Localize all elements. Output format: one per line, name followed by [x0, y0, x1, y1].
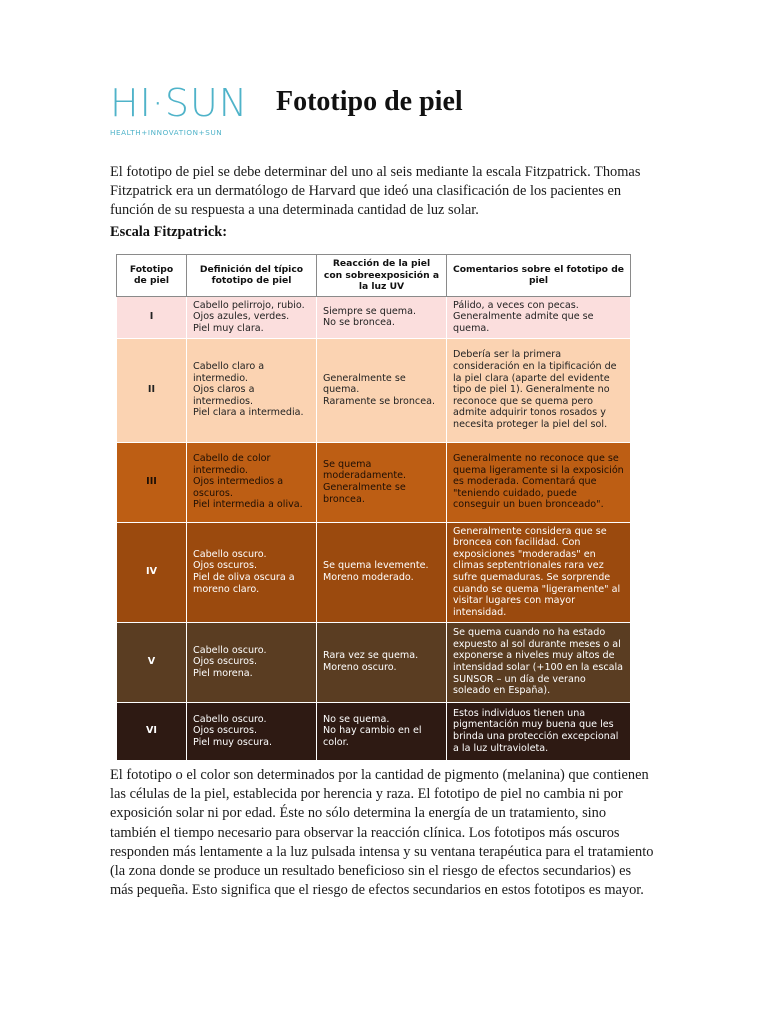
hisun-logo: [110, 81, 250, 137]
header-comentarios: Comentarios sobre el fototipo de piel: [447, 255, 631, 297]
row-reaccion: Siempre se quema. No se broncea.: [317, 296, 447, 338]
row-comentario: Debería ser la primera consideración en la tipificación de la piel clara (aparte del evidente tipo de piel 1). Generalmente no reconoce que se quema pero admite adquirir tonos rosados y necesita proteger la piel del sol.: [447, 338, 631, 442]
row-tipo: IV: [117, 522, 187, 622]
row-comentario: Generalmente considera que se broncea con facilidad. Con exposiciones "moderadas" en climas septentrionales rara vez sufre quemaduras. Se sorprende cuando se quema "ligeramente" al visitar lugares con mayor intensidad.: [447, 522, 631, 622]
table-row: [117, 622, 631, 702]
row-reaccion: Rara vez se quema. Moreno oscuro.: [317, 622, 447, 702]
fitzpatrick-table: [116, 254, 631, 761]
row-comentario: Generalmente no reconoce que se quema ligeramente si la exposición es moderada. Comentará que "teniendo cuidado, puede conseguir un buen bronceado".: [447, 442, 631, 522]
row-tipo: V: [117, 622, 187, 702]
page-title: Fototipo de piel: [276, 86, 463, 117]
header-fototipo: Fototipo de piel: [117, 255, 187, 297]
logo-mark: HI·SUN: [110, 81, 249, 125]
row-reaccion: Generalmente se quema. Raramente se broncea.: [317, 338, 447, 442]
row-comentario: Pálido, a veces con pecas. Generalmente admite que se quema.: [447, 296, 631, 338]
scale-heading: Escala Fitzpatrick:: [110, 224, 228, 240]
row-definicion: Cabello pelirrojo, rubio. Ojos azules, verdes. Piel muy clara.: [187, 296, 317, 338]
row-definicion: Cabello oscuro. Ojos oscuros. Piel morena.: [187, 622, 317, 702]
table-row: [117, 296, 631, 338]
table-row: [117, 442, 631, 522]
logo-tagline: HEALTH+INNOVATION+SUN: [110, 128, 223, 137]
table-row: [117, 522, 631, 622]
intro-paragraph: El fototipo de piel se debe determinar del uno al seis mediante la escala Fitzpatrick. Thomas Fitzpatrick era un dermatólogo de Harvard que ideó una clasificación de los pacientes en función de su respuesta a una determinada cantidad de luz solar.: [110, 164, 641, 219]
table-row: [117, 702, 631, 760]
header-reaccion: Reacción de la piel con sobreexposición a la luz UV: [317, 255, 447, 297]
row-reaccion: Se quema moderadamente. Generalmente se broncea.: [317, 442, 447, 522]
row-tipo: II: [117, 338, 187, 442]
row-tipo: III: [117, 442, 187, 522]
row-definicion: Cabello oscuro. Ojos oscuros. Piel muy oscura.: [187, 702, 317, 760]
table-row: [117, 338, 631, 442]
row-comentario: Estos individuos tienen una pigmentación muy buena que les brinda una protección excepcional a la luz ultravioleta.: [447, 702, 631, 760]
row-reaccion: No se quema. No hay cambio en el color.: [317, 702, 447, 760]
row-tipo: I: [117, 296, 187, 338]
row-definicion: Cabello de color intermedio. Ojos intermedios a oscuros. Piel intermedia a oliva.: [187, 442, 317, 522]
row-reaccion: Se quema levemente. Moreno moderado.: [317, 522, 447, 622]
header-definicion: Definición del típico fototipo de piel: [187, 255, 317, 297]
row-tipo: VI: [117, 702, 187, 760]
row-definicion: Cabello oscuro. Ojos oscuros. Piel de oliva oscura a moreno claro.: [187, 522, 317, 622]
body-paragraph: El fototipo o el color son determinados por la cantidad de pigmento (melanina) que contienen las células de la piel, establecida por herencia y raza. El fototipo de piel no cambia ni por exposición solar ni por edad. Éste no sólo determina la energía de un tratamiento, sino también el tiempo necesario para observar la reacción clínica. Los fototipos más oscuros responden más lentamente a la luz pulsada intensa y su ventana terapéutica para el tratamiento (la zona donde se produce un resultado beneficioso sin el riesgo de efectos secundarios) es más pequeña. Esto significa que el riesgo de efectos secundarios en estos fototipos es mayor.: [110, 767, 654, 899]
row-definicion: Cabello claro a intermedio. Ojos claros a intermedios. Piel clara a intermedia.: [187, 338, 317, 442]
table-header-row: [117, 255, 631, 297]
row-comentario: Se quema cuando no ha estado expuesto al sol durante meses o al exponerse a niveles muy altos de intensidad solar (+100 en la escala SUNSOR – un día de verano soleado en España).: [447, 622, 631, 702]
